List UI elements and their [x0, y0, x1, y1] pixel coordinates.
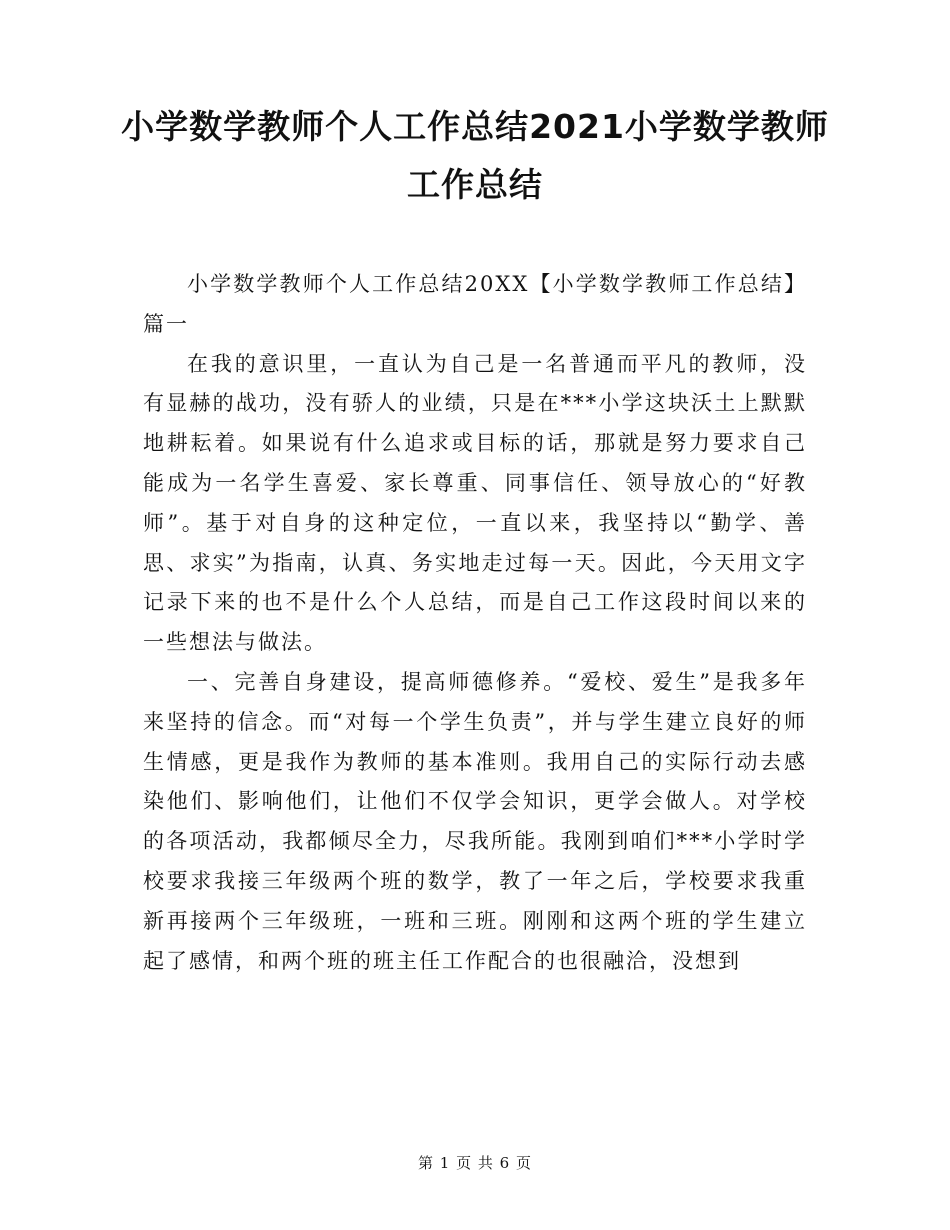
- paragraph: 在我的意识里，一直认为自己是一名普通而平凡的教师，没有显赫的战功，没有骄人的业绩，只是在***小学这块沃土上默默地耕耘着。如果说有什么追求或目标的话，那就是努力要求自己能成为一名学生喜爱、家长尊重、同事信任、领导放心的“好教师”。基于对自身的这种定位，一直以来，我坚持以“勤学、善思、求实”为指南，认真、务实地走过每一天。因此，今天用文字记录下来的也不是什么个人总结，而是自己工作这段时间以来的一些想法与做法。: [143, 351, 807, 655]
- paragraph-heading: 小学数学教师个人工作总结20XX【小学数学教师工作总结】篇一: [143, 272, 807, 336]
- document-body: [143, 265, 807, 981]
- page-footer: 第 1 页 共 6 页: [418, 1154, 532, 1172]
- document-title: 小学数学教师个人工作总结2021小学数学教师工作总结: [121, 107, 829, 204]
- paragraph: 一、完善自身建设，提高师德修养。“爱校、爱生”是我多年来坚持的信念。而“对每一个学生负责”，并与学生建立良好的师生情感，更是我作为教师的基本准则。我用自己的实际行动去感染他们、影响他们，让他们不仅学会知识，更学会做人。对学校的各项活动，我都倾尽全力，尽我所能。我刚到咱们***小学时学校要求我接三年级两个班的数学，教了一年之后，学校要求我重新再接两个三年级班，一班和三班。刚刚和这两个班的学生建立起了感情，和两个班的班主任工作配合的也很融洽，没想到: [143, 669, 807, 973]
